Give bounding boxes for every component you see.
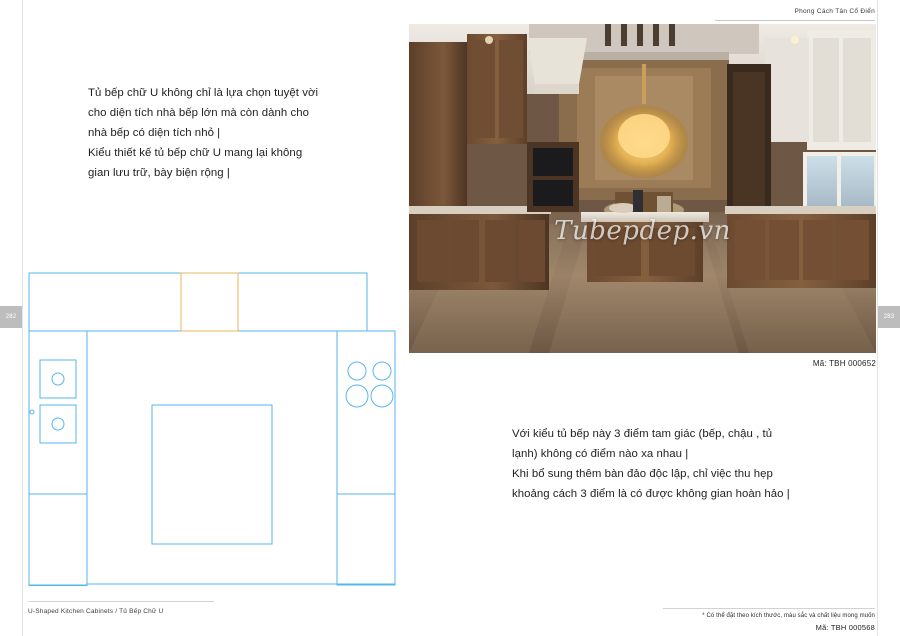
- left-footer-caption: U-Shaped Kitchen Cabinets / Tủ Bếp Chữ U: [28, 608, 164, 615]
- running-head: Phong Cách Tân Cổ Điển: [794, 8, 875, 15]
- right-body-line: Khi bổ sung thêm bàn đảo độc lập, chỉ việc thu hẹp: [512, 468, 773, 480]
- left-body-line: cho diện tích nhà bếp lớn mà còn dành cho: [88, 107, 310, 119]
- right-body-text: [512, 424, 842, 504]
- right-body-line: khoảng cách 3 điểm là có được không gian hoàn hảo |: [512, 488, 790, 500]
- photo-watermark: Tubepdep.vn: [554, 216, 731, 247]
- left-body-line: nhà bếp có diện tích nhỏ |: [88, 127, 221, 139]
- floor-plan-drawing: [28, 272, 396, 586]
- footer-rule-left: [28, 601, 214, 602]
- gutter-rule-left: [22, 0, 23, 636]
- left-body-line: gian lưu trữ, bày biện rộng |: [88, 167, 230, 179]
- footer-rule-right: [663, 608, 875, 609]
- photo-code-label: Mã: TBH 000652: [812, 359, 876, 368]
- right-footer-code: Mã: TBH 000568: [815, 623, 875, 632]
- right-footer-note: * Có thể đặt theo kích thước, màu sắc và chất liệu mong muốn: [702, 613, 875, 619]
- header-rule: [715, 20, 875, 21]
- left-body-line: Kiểu thiết kế tủ bếp chữ U mang lại không: [88, 147, 303, 159]
- left-body-line: Tủ bếp chữ U không chỉ là lựa chọn tuyệt vời: [88, 87, 319, 99]
- kitchen-photo: [409, 24, 876, 353]
- left-body-text: [88, 83, 358, 183]
- page-number-left: 282: [0, 306, 22, 328]
- page-number-right: 283: [878, 306, 900, 328]
- right-body-line: lạnh) không có điểm nào xa nhau |: [512, 448, 689, 460]
- right-body-line: Với kiểu tủ bếp này 3 điểm tam giác (bếp, chậu , tủ: [512, 428, 773, 440]
